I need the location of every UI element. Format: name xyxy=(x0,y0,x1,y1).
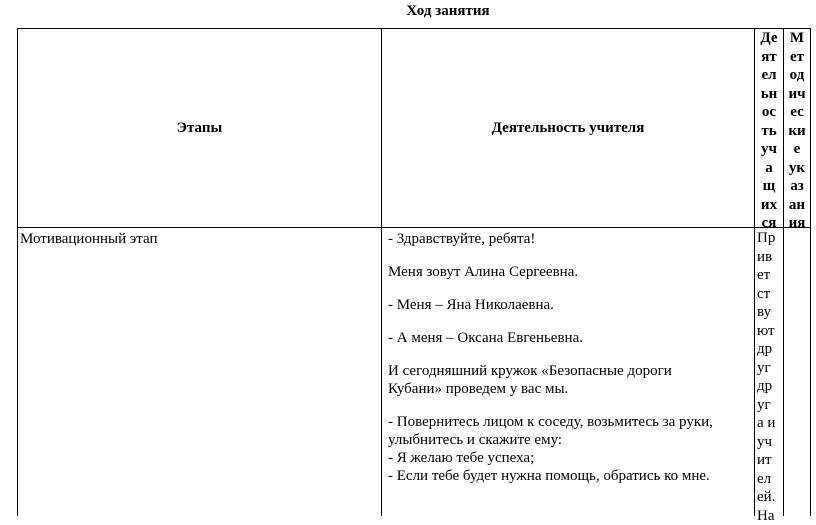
header-student-activity-fragment: ос xyxy=(755,103,783,122)
student-activity-fragment: На xyxy=(757,507,783,525)
header-method-notes xyxy=(784,29,810,233)
student-activity-fragment: др xyxy=(757,340,783,359)
student-activity-fragment: уч xyxy=(757,433,783,452)
student-activity-fragment: ит xyxy=(757,451,783,470)
document-title: Ход занятия xyxy=(0,2,816,20)
header-method-notes-fragment: од xyxy=(784,66,810,85)
header-student-activity-fragment: ят xyxy=(755,48,783,67)
student-activity-fragment: ел xyxy=(757,470,783,489)
header-method-notes-fragment: М xyxy=(784,29,810,48)
header-student-activity-fragment: ел xyxy=(755,66,783,85)
table-border-header-bottom xyxy=(17,227,811,228)
header-method-notes-fragment: ия xyxy=(784,214,810,233)
header-method-notes-fragment: аз xyxy=(784,177,810,196)
table-divider-1 xyxy=(381,28,382,516)
header-method-notes-fragment: ес xyxy=(784,103,810,122)
header-method-notes-fragment: ук xyxy=(784,159,810,178)
teacher-activity-cell xyxy=(388,230,752,485)
stage-cell: Мотивационный этап xyxy=(20,230,378,248)
student-activity-fragment: Пр xyxy=(757,229,783,248)
student-activity-fragment: ив xyxy=(757,248,783,267)
student-activity-fragment: ст xyxy=(757,285,783,304)
header-student-activity-fragment: ть xyxy=(755,122,783,141)
header-stages: Этапы xyxy=(18,119,381,137)
teacher-line: - Меня – Яна Николаевна. xyxy=(388,296,752,314)
teacher-line: - Я желаю тебе успеха; xyxy=(388,449,752,467)
header-student-activity xyxy=(755,29,783,233)
table-border-right xyxy=(810,28,811,516)
teacher-line: - Повернитесь лицом к соседу, возьмитесь за руки, xyxy=(388,413,752,431)
student-activity-fragment: ей. xyxy=(757,488,783,507)
student-activity-cell xyxy=(757,229,783,525)
teacher-line: улыбнитесь и скажите ему: xyxy=(388,431,752,449)
student-activity-fragment: уг xyxy=(757,359,783,378)
header-method-notes-fragment: ич xyxy=(784,85,810,104)
teacher-line: - Здравствуйте, ребята! xyxy=(388,230,752,248)
student-activity-fragment: уг xyxy=(757,396,783,415)
teacher-line: - А меня – Оксана Евгеньевна. xyxy=(388,329,752,347)
header-student-activity-fragment: Де xyxy=(755,29,783,48)
student-activity-fragment: ют xyxy=(757,322,783,341)
header-teacher-activity: Деятельность учителя xyxy=(382,119,754,137)
teacher-line: - Если тебе будет нужна помощь, обратись ко мне. xyxy=(388,467,752,485)
student-activity-fragment: ву xyxy=(757,303,783,322)
header-student-activity-fragment: ьн xyxy=(755,85,783,104)
teacher-line: Меня зовут Алина Сергеевна. xyxy=(388,263,752,281)
table-border-left xyxy=(17,28,18,516)
header-student-activity-fragment: а xyxy=(755,159,783,178)
table-border-top xyxy=(17,28,811,29)
header-method-notes-fragment: ет xyxy=(784,48,810,67)
header-student-activity-fragment: ся xyxy=(755,214,783,233)
header-method-notes-fragment: е xyxy=(784,140,810,159)
header-student-activity-fragment: уч xyxy=(755,140,783,159)
student-activity-fragment: а и xyxy=(757,414,783,433)
student-activity-fragment: ет xyxy=(757,266,783,285)
student-activity-fragment: др xyxy=(757,377,783,396)
header-method-notes-fragment: ки xyxy=(784,122,810,141)
header-student-activity-fragment: щ xyxy=(755,177,783,196)
header-method-notes-fragment: ан xyxy=(784,196,810,215)
header-student-activity-fragment: их xyxy=(755,196,783,215)
teacher-line: И сегодняшний кружок «Безопасные дороги xyxy=(388,362,752,380)
teacher-line: Кубани» проведем у вас мы. xyxy=(388,380,752,398)
